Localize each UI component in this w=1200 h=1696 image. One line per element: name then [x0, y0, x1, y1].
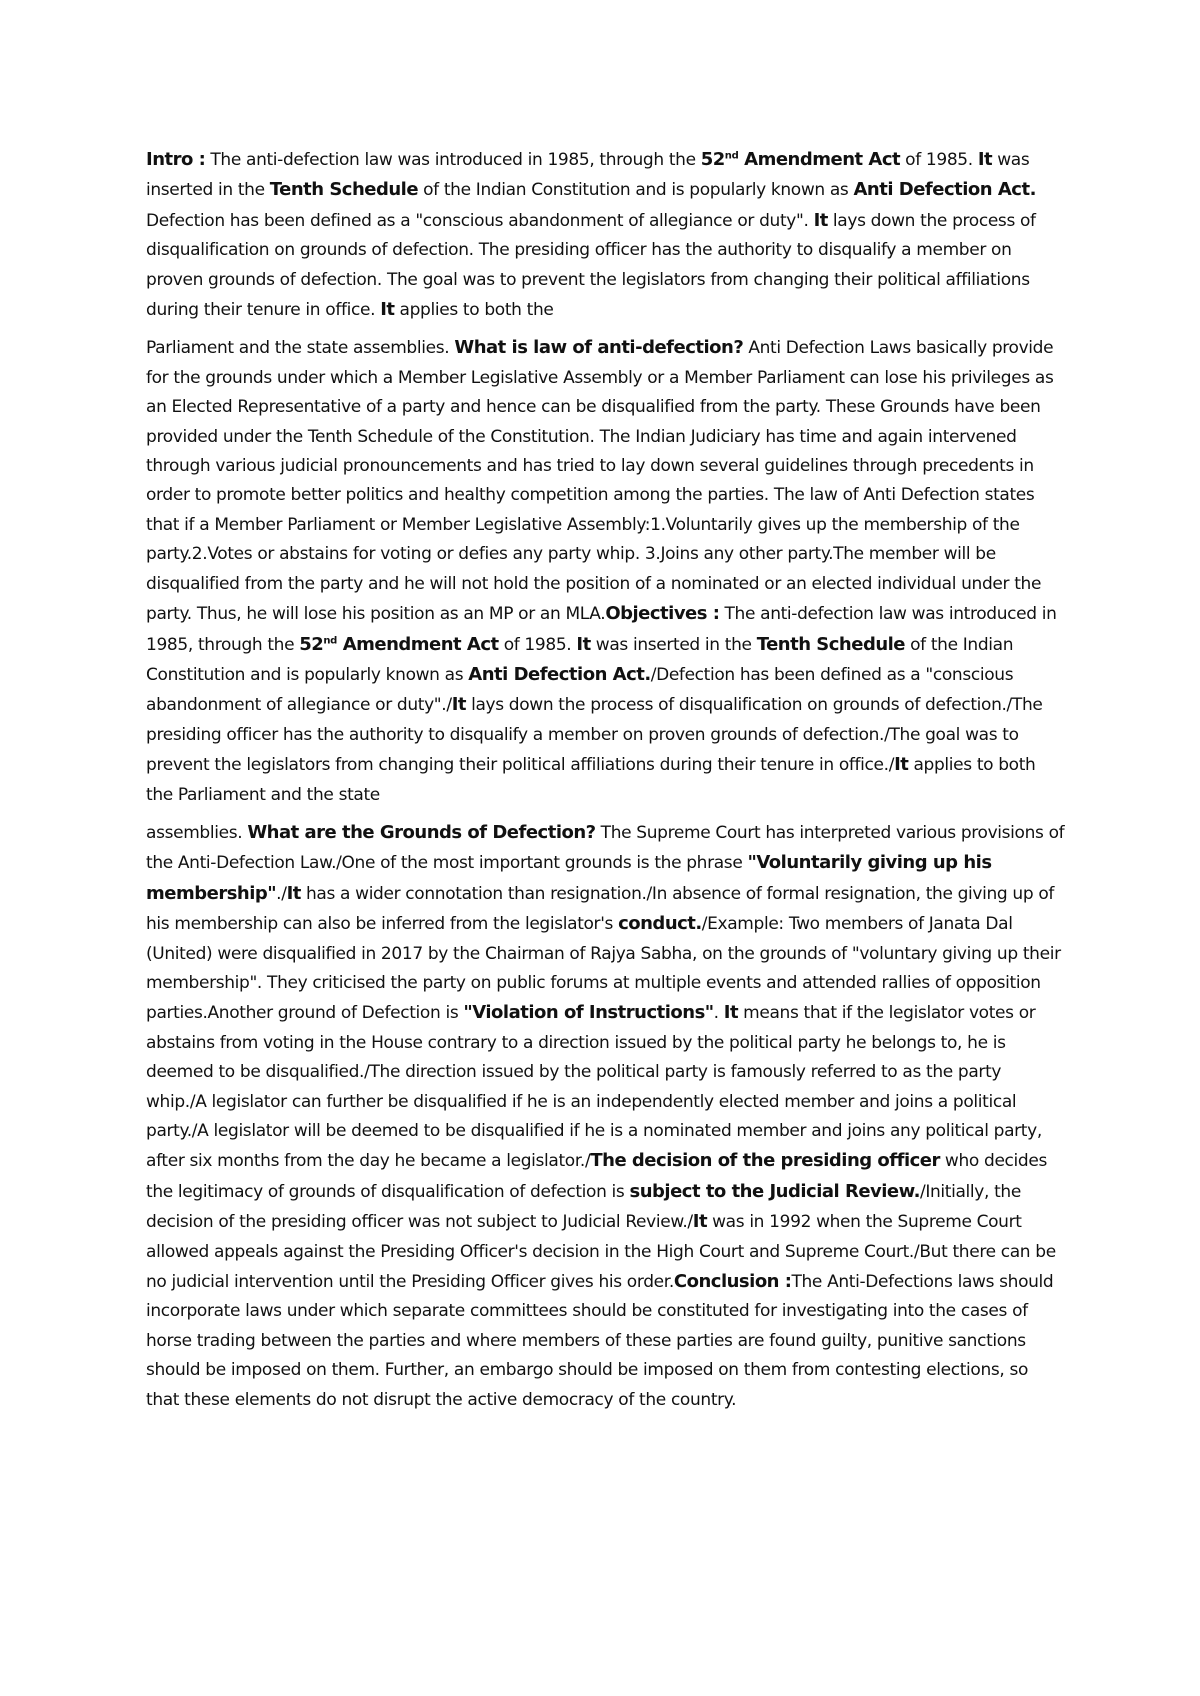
bold-text: What is law of anti-defection? [454, 337, 744, 359]
body-text-run: Anti Defection Laws basically provide for the grounds under which a Member Legislative Assembly or a Member Parliament can lose his privileges as an Elected Representative of a party and hence can be disqualified from the party. These Grounds have been provided under the Tenth Schedule of the Constitution. The Indian Judiciary has time and again intervened through various judicial pronouncements and has tried to lay down several guidelines through precedents in order to promote better politics and healthy competition among the parties. The law of Anti Defection states that if a Member Parliament or Member Legislative Assembly:1.Voluntarily gives up the membership of the party.2.Votes or abstains for voting or defies any party whip. 3.Joins any other party.The member will be disqualified from the party and he will not hold the position of a nominated or an elected individual under the party. Thus, he will lose his position as an MP or an MLA. [146, 338, 1054, 625]
body-text-run: ./ [276, 883, 287, 904]
body-text-run: means that if the legislator votes or abstains from voting in the House contrary to a direction issued by the political party he belongs to, he is deemed to be disqualified./The direction issued by the political party is famously referred to as the party whip./A legislator can further be disqualified if he is an independently elected member and joins a political party./A legislator will be deemed to be disqualified if he is a nominated member and joins any political party, after six months from the day he became a legislator./ [146, 1003, 1042, 1172]
body-text-run: . [713, 1003, 724, 1024]
body-text-run: has a wider connotation than resignation./In absence of formal resignation, the giving up of his membership can also be inferred from the legislator's [146, 883, 1055, 935]
bold-text: Conclusion : [673, 1271, 792, 1293]
bold-text: Anti Defection Act. [853, 179, 1036, 201]
body-text-run: of the Indian Constitution and is popularly known as [418, 180, 854, 201]
body-text-run: who decides the legitimacy of grounds of disqualification of defection is [146, 1151, 1047, 1202]
body-text-run: Parliament and the state assemblies. [146, 338, 455, 359]
body-text-run: applies to both the [394, 300, 554, 321]
body-text-run: /Example: Two members of Janata Dal (United) were disqualified in 2017 by the Chairman of Rajya Sabha, on the grounds of "voluntary giving up their membership". They criticised the party on public forums at multiple events and attended rallies of opposition parties.Another ground of Defection is [146, 914, 1061, 1024]
bold-text: 52 [299, 633, 324, 655]
bold-text: subject to the Judicial Review. [629, 1180, 920, 1202]
bold-text: The decision of the presiding officer [590, 1150, 940, 1172]
body-text-run: of 1985. [498, 634, 577, 655]
body-text-run: was in 1992 when the Supreme Court allowed appeals against the Presiding Officer's decision in the High Court and Supreme Court./But there can be no judicial intervention until the Presiding Officer gives his order. [146, 1212, 1056, 1293]
bold-text: It [977, 149, 993, 170]
bold-text: "Violation of Instructions" [463, 1002, 714, 1024]
bold-text: Intro : [146, 149, 206, 170]
bold-text: Anti Defection Act. [468, 663, 651, 685]
bold-text: What are the Grounds of Defection? [247, 821, 596, 843]
body-text-run: Defection has been defined as a "conscious abandonment of allegiance or duty". [146, 210, 814, 231]
paragraph-grounds-and-conclusion [146, 818, 1066, 1415]
ordinal-suffix: nd [323, 634, 337, 646]
body-text-run: The Anti-Defections laws should incorporate laws under which separate committees should be constituted for investigating into the cases of horse trading between the parties and where members of these parties are found guilty, punitive sanctions should be imposed on them. Further, an embargo should be imposed on them from contesting elections, so that these elements do not disrupt the active democracy of the country. [146, 1272, 1054, 1410]
body-text-run: /Defection has been defined as a "conscious abandonment of allegiance or duty"./ [146, 664, 1014, 716]
bold-text: It [894, 754, 909, 776]
bold-text: It [451, 694, 467, 716]
bold-text: Tenth Schedule [269, 179, 419, 201]
paragraph-intro [146, 145, 1066, 325]
bold-text: It [723, 1002, 739, 1024]
body-text-run: The anti-defection law was introduced in 1985, through the [146, 604, 1057, 655]
bold-text: "Voluntarily giving up his membership" [146, 852, 992, 904]
bold-text: Objectives : [605, 603, 720, 625]
document-body [146, 145, 1066, 1415]
body-text-run: of 1985. [900, 150, 978, 170]
bold-text: 52 [700, 149, 725, 170]
body-text-run: was inserted in the [590, 634, 757, 655]
bold-text: It [813, 209, 828, 231]
body-text-run: applies to both the Parliament and the state [146, 755, 1036, 805]
body-text-run: of the Indian Constitution and is popularly known as [146, 634, 1014, 685]
bold-text: It [576, 633, 591, 655]
paragraph-law-and-objectives [146, 333, 1066, 810]
bold-text: Amendment Act [336, 633, 499, 655]
body-text-run: /Initially, the decision of the presiding officer was not subject to Judicial Review./ [146, 1181, 1021, 1233]
body-text-run: was inserted in the [146, 150, 1030, 201]
bold-text: It [692, 1211, 708, 1233]
ordinal-suffix: nd [724, 150, 739, 162]
body-text-run: lays down the process of disqualification on grounds of defection. The presiding officer has the authority to disqualify a member on proven grounds of defection. The goal was to prevent the legislators from changing their political affiliations during their tenure in office. [146, 210, 1036, 321]
bold-text: Amendment Act [738, 149, 901, 170]
body-text-run: assemblies. [146, 822, 248, 843]
body-text-run: lays down the process of disqualification on grounds of defection./The presiding officer has the authority to disqualify a member on proven grounds of defection./The goal was to prevent the legislators from changing their political affiliations during their tenure in office./ [146, 695, 1043, 776]
bold-text: It [380, 299, 395, 321]
bold-text: conduct. [618, 913, 702, 935]
body-text-run: The anti-defection law was introduced in 1985, through the [205, 150, 701, 170]
body-text-run: The Supreme Court has interpreted various provisions of the Anti-Defection Law./One of the most important grounds is the phrase [146, 822, 1065, 874]
bold-text: Tenth Schedule [756, 633, 906, 655]
bold-text: It [286, 882, 301, 904]
